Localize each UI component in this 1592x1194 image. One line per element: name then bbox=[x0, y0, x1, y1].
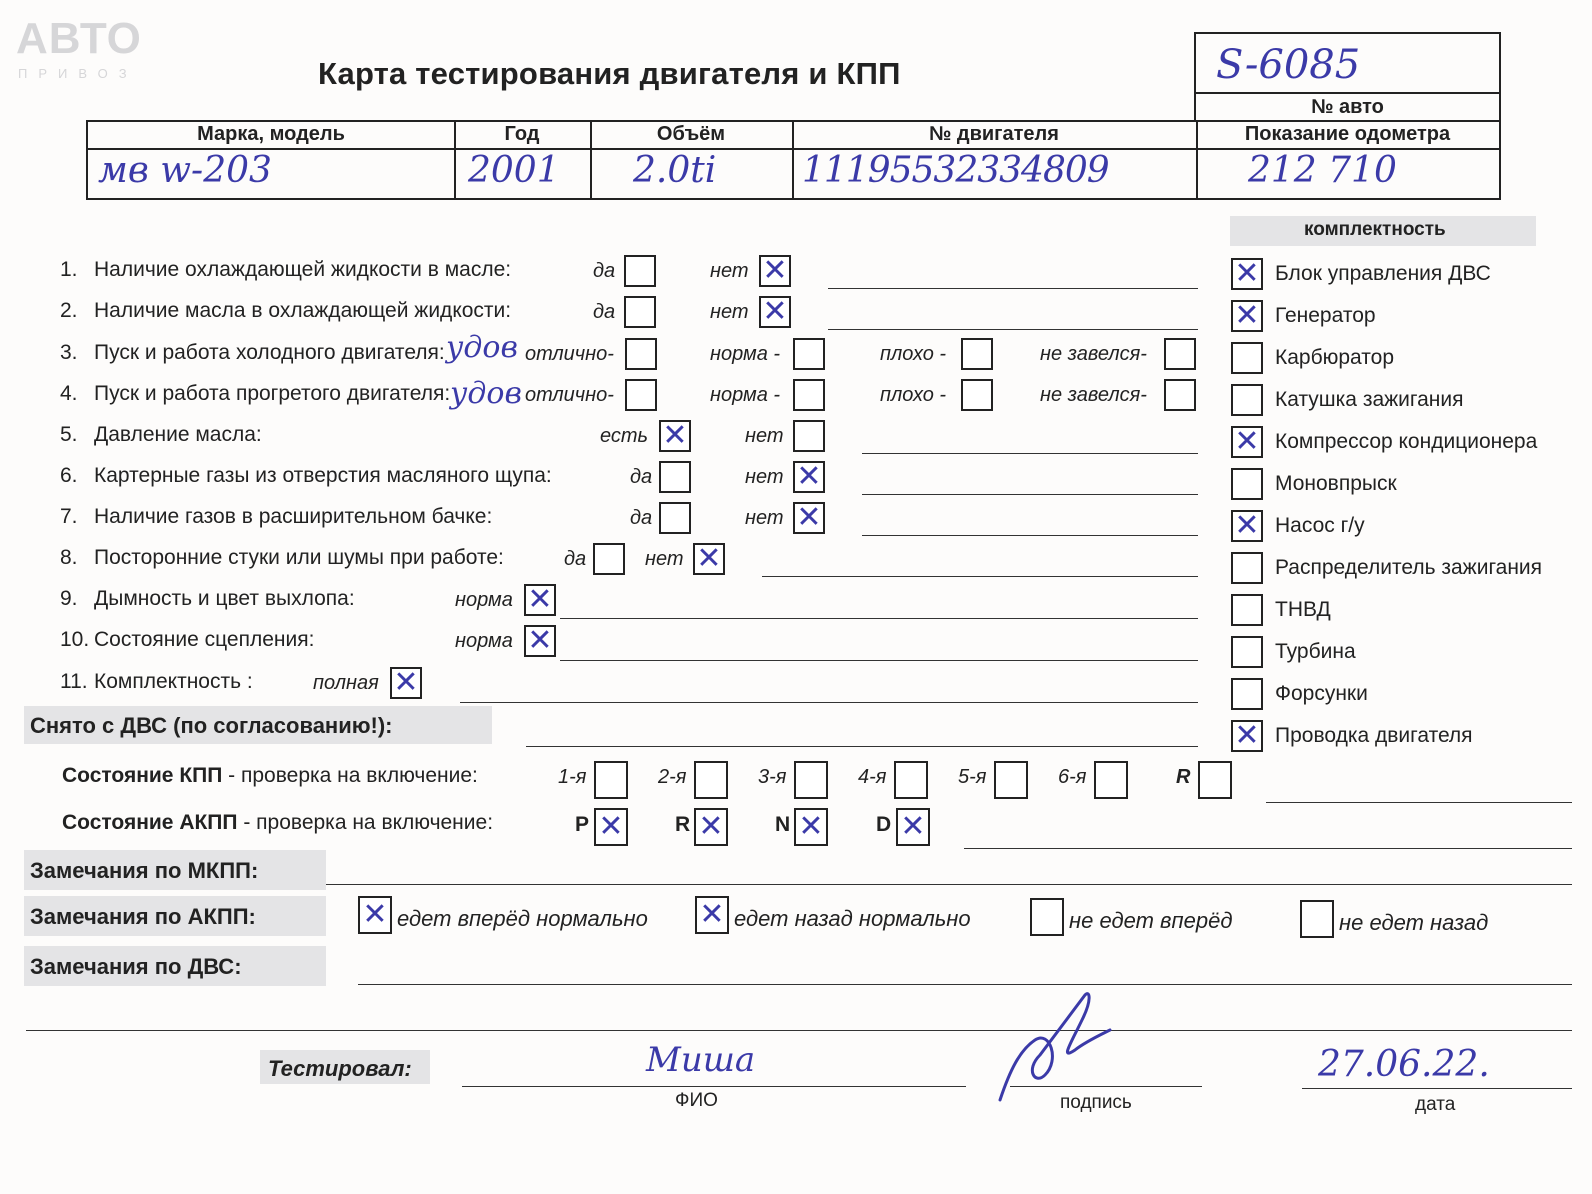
check-4-normal-checkbox[interactable] bbox=[793, 379, 825, 411]
check-5-no-checkbox[interactable] bbox=[793, 420, 825, 452]
kpp-gear-r-checkbox[interactable] bbox=[1198, 761, 1232, 799]
akpp-p-checkbox[interactable]: ✕ bbox=[594, 808, 628, 846]
check-10-normal-checkbox[interactable]: ✕ bbox=[524, 625, 556, 657]
col-header-model: Марка, модель bbox=[197, 123, 345, 145]
tested-by-label: Тестировал: bbox=[268, 1056, 412, 1081]
col-header-engine-no: № двигателя bbox=[929, 123, 1059, 145]
completeness-item: Компрессор кондиционера bbox=[1275, 430, 1538, 453]
auto-number-value: S-6085 bbox=[1216, 42, 1361, 88]
completeness-checkbox[interactable] bbox=[1231, 384, 1263, 416]
odometer-value: 212 710 bbox=[1248, 150, 1397, 191]
kpp-gear-4-checkbox[interactable] bbox=[894, 761, 928, 799]
check-row-8: 8. Посторонние стуки или шумы при работе: bbox=[60, 546, 504, 569]
model-value: мв w-203 bbox=[98, 150, 272, 191]
page-title: Карта тестирования двигателя и КПП bbox=[318, 56, 901, 91]
vehicle-header-table bbox=[86, 120, 1501, 200]
completeness-checkbox[interactable]: ✕ bbox=[1231, 300, 1263, 332]
date-value: 27.06.22. bbox=[1318, 1044, 1490, 1085]
check-7-yes-checkbox[interactable] bbox=[659, 502, 691, 534]
check-4-nostart-checkbox[interactable] bbox=[1164, 379, 1196, 411]
signature-label: подпись bbox=[1060, 1092, 1132, 1113]
completeness-checkbox[interactable] bbox=[1231, 552, 1263, 584]
akpp-no-forward-checkbox[interactable] bbox=[1030, 898, 1064, 936]
check-2-no-checkbox[interactable]: ✕ bbox=[759, 296, 791, 328]
completeness-item: Проводка двигателя bbox=[1275, 724, 1473, 747]
completeness-item: Распределитель зажигания bbox=[1275, 556, 1543, 579]
check-3-normal-checkbox[interactable] bbox=[793, 338, 825, 370]
completeness-checkbox[interactable] bbox=[1231, 678, 1263, 710]
check-row-1: 1. Наличие охлаждающей жидкости в масле: bbox=[60, 258, 512, 281]
fio-label: ФИО bbox=[675, 1090, 718, 1111]
logo-subtitle: ПРИВОЗ bbox=[18, 66, 138, 81]
completeness-item: Турбина bbox=[1275, 640, 1356, 663]
check-row-6: 6. Картерные газы из отверстия масляного щупа: bbox=[60, 464, 552, 487]
completeness-item: Генератор bbox=[1275, 304, 1376, 327]
completeness-title: комплектность bbox=[1304, 219, 1446, 240]
completeness-item: Блок управления ДВС bbox=[1275, 262, 1491, 285]
completeness-item: ТНВД bbox=[1275, 598, 1331, 621]
auto-number-label: № авто bbox=[1311, 96, 1384, 118]
check-row-3: 3. Пуск и работа холодного двигателя: bbox=[60, 341, 445, 364]
check-row-7: 7. Наличие газов в расширительном бачке: bbox=[60, 505, 493, 528]
check-5-yes-checkbox[interactable]: ✕ bbox=[659, 420, 691, 452]
check-8-yes-checkbox[interactable] bbox=[593, 543, 625, 575]
completeness-item: Карбюратор bbox=[1275, 346, 1395, 369]
check-row-9: 9. Дымность и цвет выхлопа: bbox=[60, 587, 355, 610]
volume-value: 2.0ti bbox=[633, 150, 717, 191]
auto-number-box bbox=[1194, 32, 1501, 122]
date-label: дата bbox=[1415, 1094, 1456, 1115]
akpp-forward-ok-checkbox[interactable]: ✕ bbox=[358, 896, 392, 934]
check-1-no-checkbox[interactable]: ✕ bbox=[759, 255, 791, 287]
check-8-no-checkbox[interactable]: ✕ bbox=[693, 543, 725, 575]
check-9-normal-checkbox[interactable]: ✕ bbox=[524, 584, 556, 616]
check-6-no-checkbox[interactable]: ✕ bbox=[793, 461, 825, 493]
check-3-nostart-checkbox[interactable] bbox=[1164, 338, 1196, 370]
kpp-gear-1-checkbox[interactable] bbox=[594, 761, 628, 799]
check-7-no-checkbox[interactable]: ✕ bbox=[793, 502, 825, 534]
completeness-checkbox[interactable] bbox=[1231, 468, 1263, 500]
check-4-note: удов bbox=[450, 376, 522, 411]
check-11-full-checkbox[interactable]: ✕ bbox=[390, 667, 422, 699]
kpp-gear-2-checkbox[interactable] bbox=[694, 761, 728, 799]
check-row-2: 2. Наличие масла в охлаждающей жидкости: bbox=[60, 299, 512, 322]
year-value: 2001 bbox=[468, 150, 560, 191]
akpp-reverse-ok-checkbox[interactable]: ✕ bbox=[695, 896, 729, 934]
check-4-bad-checkbox[interactable] bbox=[961, 379, 993, 411]
engine-number-value: 11195532334809 bbox=[802, 150, 1109, 191]
akpp-n-checkbox[interactable]: ✕ bbox=[794, 808, 828, 846]
akpp-no-reverse-checkbox[interactable] bbox=[1300, 900, 1334, 938]
akpp-label: Состояние АКПП - проверка на включение: bbox=[62, 811, 494, 834]
akpp-d-checkbox[interactable]: ✕ bbox=[896, 808, 930, 846]
completeness-item: Моновпрыск bbox=[1275, 472, 1397, 495]
kpp-gear-6-checkbox[interactable] bbox=[1094, 761, 1128, 799]
fio-value: Миша bbox=[646, 1040, 756, 1080]
completeness-item: Форсунки bbox=[1275, 682, 1368, 705]
removed-label: Снято с ДВС (по согласованию!): bbox=[30, 713, 393, 738]
completeness-checkbox[interactable] bbox=[1231, 594, 1263, 626]
check-3-note: удов bbox=[446, 330, 518, 365]
col-header-volume: Объём bbox=[656, 123, 726, 145]
completeness-checkbox[interactable]: ✕ bbox=[1231, 258, 1263, 290]
kpp-gear-5-checkbox[interactable] bbox=[994, 761, 1028, 799]
completeness-checkbox[interactable] bbox=[1231, 636, 1263, 668]
check-row-10: 10. Состояние сцепления: bbox=[60, 628, 315, 651]
col-header-odometer: Показание одометра bbox=[1244, 123, 1451, 145]
completeness-checkbox[interactable]: ✕ bbox=[1231, 720, 1263, 752]
check-3-excellent-checkbox[interactable] bbox=[625, 338, 657, 370]
kpp-gear-3-checkbox[interactable] bbox=[794, 761, 828, 799]
akpp-r-checkbox[interactable]: ✕ bbox=[694, 808, 728, 846]
check-row-11: 11. Комплектность : bbox=[60, 670, 253, 693]
completeness-item: Катушка зажигания bbox=[1275, 388, 1464, 411]
kpp-label: Состояние КПП - проверка на включение: bbox=[62, 764, 478, 787]
check-row-4: 4. Пуск и работа прогретого двигателя: bbox=[60, 382, 451, 405]
check-3-bad-checkbox[interactable] bbox=[961, 338, 993, 370]
completeness-checkbox[interactable] bbox=[1231, 342, 1263, 374]
remarks-dvs-label: Замечания по ДВС: bbox=[30, 954, 242, 979]
check-4-excellent-checkbox[interactable] bbox=[625, 379, 657, 411]
check-row-5: 5. Давление масла: bbox=[60, 423, 262, 446]
completeness-checkbox[interactable]: ✕ bbox=[1231, 510, 1263, 542]
logo: АВТО bbox=[16, 14, 142, 63]
remarks-mkpp-label: Замечания по МКПП: bbox=[30, 858, 259, 883]
completeness-checkbox[interactable]: ✕ bbox=[1231, 426, 1263, 458]
check-2-yes-checkbox[interactable] bbox=[624, 296, 656, 328]
remarks-akpp-label: Замечания по АКПП: bbox=[30, 904, 256, 929]
check-6-yes-checkbox[interactable] bbox=[659, 461, 691, 493]
col-header-year: Год bbox=[504, 123, 540, 145]
completeness-item: Насос г/у bbox=[1275, 514, 1365, 537]
check-1-yes-checkbox[interactable] bbox=[624, 255, 656, 287]
